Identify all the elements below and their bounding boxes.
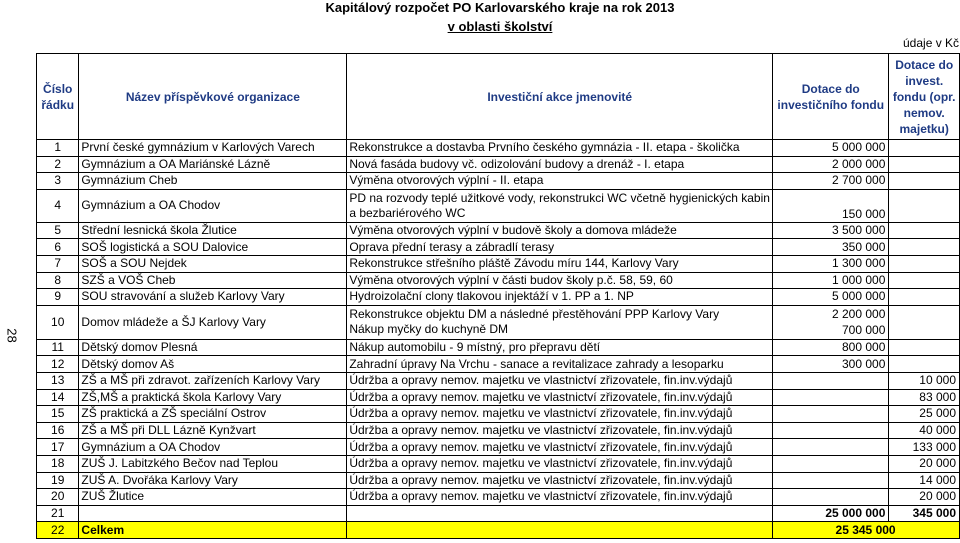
organization-name: ZŠ a MŠ při DLL Lázně Kynžvart — [79, 422, 347, 439]
invest-amount — [773, 439, 889, 456]
row-number: 12 — [37, 356, 79, 373]
action-name — [347, 522, 773, 539]
grand-total-label: Celkem — [79, 522, 347, 539]
repair-amount — [889, 140, 960, 157]
repair-amount — [889, 255, 960, 272]
invest-amount: 1 000 000 — [773, 272, 889, 289]
action-name: Údržba a opravy nemov. majetku ve vlastnictví zřizovatele, fin.inv.výdajů — [347, 389, 773, 406]
invest-amount: 3 500 000 — [773, 222, 889, 239]
repair-amount — [889, 305, 960, 339]
action-line: Nákup myčky do kuchyně DM — [349, 322, 509, 337]
table-row — [37, 489, 960, 506]
repair-amount — [889, 289, 960, 306]
action-name — [347, 305, 773, 339]
row-number: 22 — [37, 522, 79, 539]
table-row — [37, 305, 960, 339]
action-name: Nová fasáda budovy vč. odizolování budovy a drenáž - I. etapa — [347, 156, 773, 173]
row-number: 11 — [37, 339, 79, 356]
organization-name: SZŠ a VOŠ Cheb — [79, 272, 347, 289]
invest-amount-line: 700 000 — [842, 323, 886, 338]
row-number: 6 — [37, 239, 79, 256]
organization-name: SOU stravování a služeb Karlovy Vary — [79, 289, 347, 306]
invest-amount — [773, 422, 889, 439]
row-number: 2 — [37, 156, 79, 173]
page-number: 28 — [4, 328, 20, 343]
action-name: Rekonstrukce a dostavba Prvního českého gymnázia - II. etapa - školička — [347, 140, 773, 157]
repair-amount — [889, 189, 960, 222]
invest-amount: 5 000 000 — [773, 289, 889, 306]
invest-amount: 350 000 — [773, 239, 889, 256]
invest-amount — [773, 372, 889, 389]
organization-name: Dětský domov Aš — [79, 356, 347, 373]
row-number: 17 — [37, 439, 79, 456]
subtotal-row — [37, 505, 960, 522]
row-number: 15 — [37, 406, 79, 423]
repair-amount — [889, 173, 960, 190]
repair-amount — [889, 222, 960, 239]
repair-amount — [889, 339, 960, 356]
table-row — [37, 455, 960, 472]
organization-name — [79, 505, 347, 522]
action-name: Údržba a opravy nemov. majetku ve vlastnictví zřizovatele, fin.inv.výdajů — [347, 406, 773, 423]
row-number: 18 — [37, 455, 79, 472]
row-number: 13 — [37, 372, 79, 389]
repair-amount: 14 000 — [889, 472, 960, 489]
action-name: PD na rozvody teplé užitkové vody, rekonstrukci WC včetně hygienických kabin a bezbariérového WC — [347, 189, 773, 222]
table-row — [37, 189, 960, 222]
action-name: Rekonstrukce střešního pláště Závodu míru 144, Karlovy Vary — [347, 255, 773, 272]
document-subtitle: v oblasti školství — [447, 19, 553, 34]
organization-name: Gymnázium a OA Mariánské Lázně — [79, 156, 347, 173]
header-organization: Název příspěvkové organizace — [79, 54, 347, 140]
action-name: Nákup automobilu - 9 místný, pro přepravu dětí — [347, 339, 773, 356]
organization-name: SOŠ a SOU Nejdek — [79, 255, 347, 272]
invest-amount: 800 000 — [773, 339, 889, 356]
action-name: Údržba a opravy nemov. majetku ve vlastnictví zřizovatele, fin.inv.výdajů — [347, 455, 773, 472]
invest-amount: 1 300 000 — [773, 255, 889, 272]
repair-amount — [889, 272, 960, 289]
action-name: Údržba a opravy nemov. majetku ve vlastnictví zřizovatele, fin.inv.výdajů — [347, 372, 773, 389]
budget-table — [36, 53, 960, 539]
invest-amount: 300 000 — [773, 356, 889, 373]
table-row — [37, 356, 960, 373]
organization-name: ZŠ,MŠ a praktická škola Karlovy Vary — [79, 389, 347, 406]
action-name: Údržba a opravy nemov. majetku ve vlastnictví zřizovatele, fin.inv.výdajů — [347, 472, 773, 489]
action-name: Výměna otvorových výplní v části budov školy p.č. 58, 59, 60 — [347, 272, 773, 289]
table-row — [37, 406, 960, 423]
invest-amount: 2 000 000 — [773, 156, 889, 173]
action-line: Rekonstrukce objektu DM a následné přestěhování PPP Karlovy Vary — [349, 307, 720, 322]
invest-amount — [773, 472, 889, 489]
row-number: 5 — [37, 222, 79, 239]
grand-total-row — [37, 522, 960, 539]
row-number: 1 — [37, 140, 79, 157]
table-row — [37, 239, 960, 256]
organization-name: Gymnázium a OA Chodov — [79, 439, 347, 456]
repair-amount: 133 000 — [889, 439, 960, 456]
invest-amount: 150 000 — [773, 189, 889, 222]
organization-name: Dětský domov Plesná — [79, 339, 347, 356]
action-name: Údržba a opravy nemov. majetku ve vlastnictví zřizovatele, fin.inv.výdajů — [347, 422, 773, 439]
repair-amount: 25 000 — [889, 406, 960, 423]
table-row — [37, 439, 960, 456]
table-row — [37, 389, 960, 406]
repair-amount: 83 000 — [889, 389, 960, 406]
row-number: 8 — [37, 272, 79, 289]
row-number: 20 — [37, 489, 79, 506]
document-title: Kapitálový rozpočet PO Karlovarského kraje na rok 2013 — [325, 0, 675, 15]
repair-amount: 40 000 — [889, 422, 960, 439]
table-row — [37, 222, 960, 239]
header-action: Investiční akce jmenovité — [347, 54, 773, 140]
invest-amount: 2 700 000 — [773, 173, 889, 190]
repair-amount: 10 000 — [889, 372, 960, 389]
row-number: 4 — [37, 189, 79, 222]
repair-amount — [889, 356, 960, 373]
table-row — [37, 173, 960, 190]
header-row-number: Číslo řádku — [37, 54, 79, 140]
unit-note: údaje v Kč — [903, 36, 960, 50]
organization-name: ZUŠ Žlutice — [79, 489, 347, 506]
action-name: Hydroizolační clony tlakovou injektáží v 1. PP a 1. NP — [347, 289, 773, 306]
invest-amount — [773, 455, 889, 472]
action-name: Výměna otvorových výplní - II. etapa — [347, 173, 773, 190]
row-number: 16 — [37, 422, 79, 439]
header-invest-fund: Dotace do investičního fondu — [773, 54, 889, 140]
invest-amount — [773, 389, 889, 406]
organization-name: Gymnázium Cheb — [79, 173, 347, 190]
invest-amount — [773, 406, 889, 423]
table-row — [37, 422, 960, 439]
organization-name: První české gymnázium v Karlových Varech — [79, 140, 347, 157]
repair-amount: 20 000 — [889, 455, 960, 472]
action-name — [347, 505, 773, 522]
table-header-row — [37, 54, 960, 140]
organization-name: SOŠ logistická a SOU Dalovice — [79, 239, 347, 256]
repair-amount — [889, 239, 960, 256]
action-name: Údržba a opravy nemov. majetku ve vlastnictví zřizovatele, fin.inv.výdajů — [347, 489, 773, 506]
repair-amount — [889, 156, 960, 173]
organization-name: Střední lesnická škola Žlutice — [79, 222, 347, 239]
action-name: Údržba a opravy nemov. majetku ve vlastnictví zřizovatele, fin.inv.výdajů — [347, 439, 773, 456]
organization-name: ZŠ a MŠ při zdravot. zařízeních Karlovy Vary — [79, 372, 347, 389]
action-name: Zahradní úpravy Na Vrchu - sanace a revitalizace zahrady a lesoparku — [347, 356, 773, 373]
grand-total-value: 25 345 000 — [773, 522, 960, 539]
table-row — [37, 472, 960, 489]
table-row — [37, 289, 960, 306]
table-row — [37, 272, 960, 289]
invest-amount: 5 000 000 — [773, 140, 889, 157]
organization-name: Domov mládeže a ŠJ Karlovy Vary — [79, 305, 347, 339]
organization-name: Gymnázium a OA Chodov — [79, 189, 347, 222]
table-row — [37, 156, 960, 173]
row-number: 3 — [37, 173, 79, 190]
invest-total: 25 000 000 — [773, 505, 889, 522]
action-name: Výměna otvorových výplní v budově školy a domova mládeže — [347, 222, 773, 239]
repair-total: 345 000 — [889, 505, 960, 522]
row-number: 21 — [37, 505, 79, 522]
row-number: 19 — [37, 472, 79, 489]
action-name: Oprava přední terasy a zábradlí terasy — [347, 239, 773, 256]
table-row — [37, 140, 960, 157]
invest-amount-line: 2 200 000 — [832, 306, 886, 321]
table-row — [37, 255, 960, 272]
row-number: 14 — [37, 389, 79, 406]
table-row — [37, 339, 960, 356]
repair-amount: 20 000 — [889, 489, 960, 506]
invest-amount — [773, 489, 889, 506]
header-repair-fund: Dotace do invest. fondu (opr. nemov. majetku) — [889, 54, 960, 140]
row-number: 9 — [37, 289, 79, 306]
organization-name: ZŠ praktická a ZŠ speciální Ostrov — [79, 406, 347, 423]
invest-amount — [773, 305, 889, 339]
table-row — [37, 372, 960, 389]
organization-name: ZUŠ A. Dvořáka Karlovy Vary — [79, 472, 347, 489]
organization-name: ZUŠ J. Labitzkého Bečov nad Teplou — [79, 455, 347, 472]
row-number: 10 — [37, 305, 79, 339]
row-number: 7 — [37, 255, 79, 272]
